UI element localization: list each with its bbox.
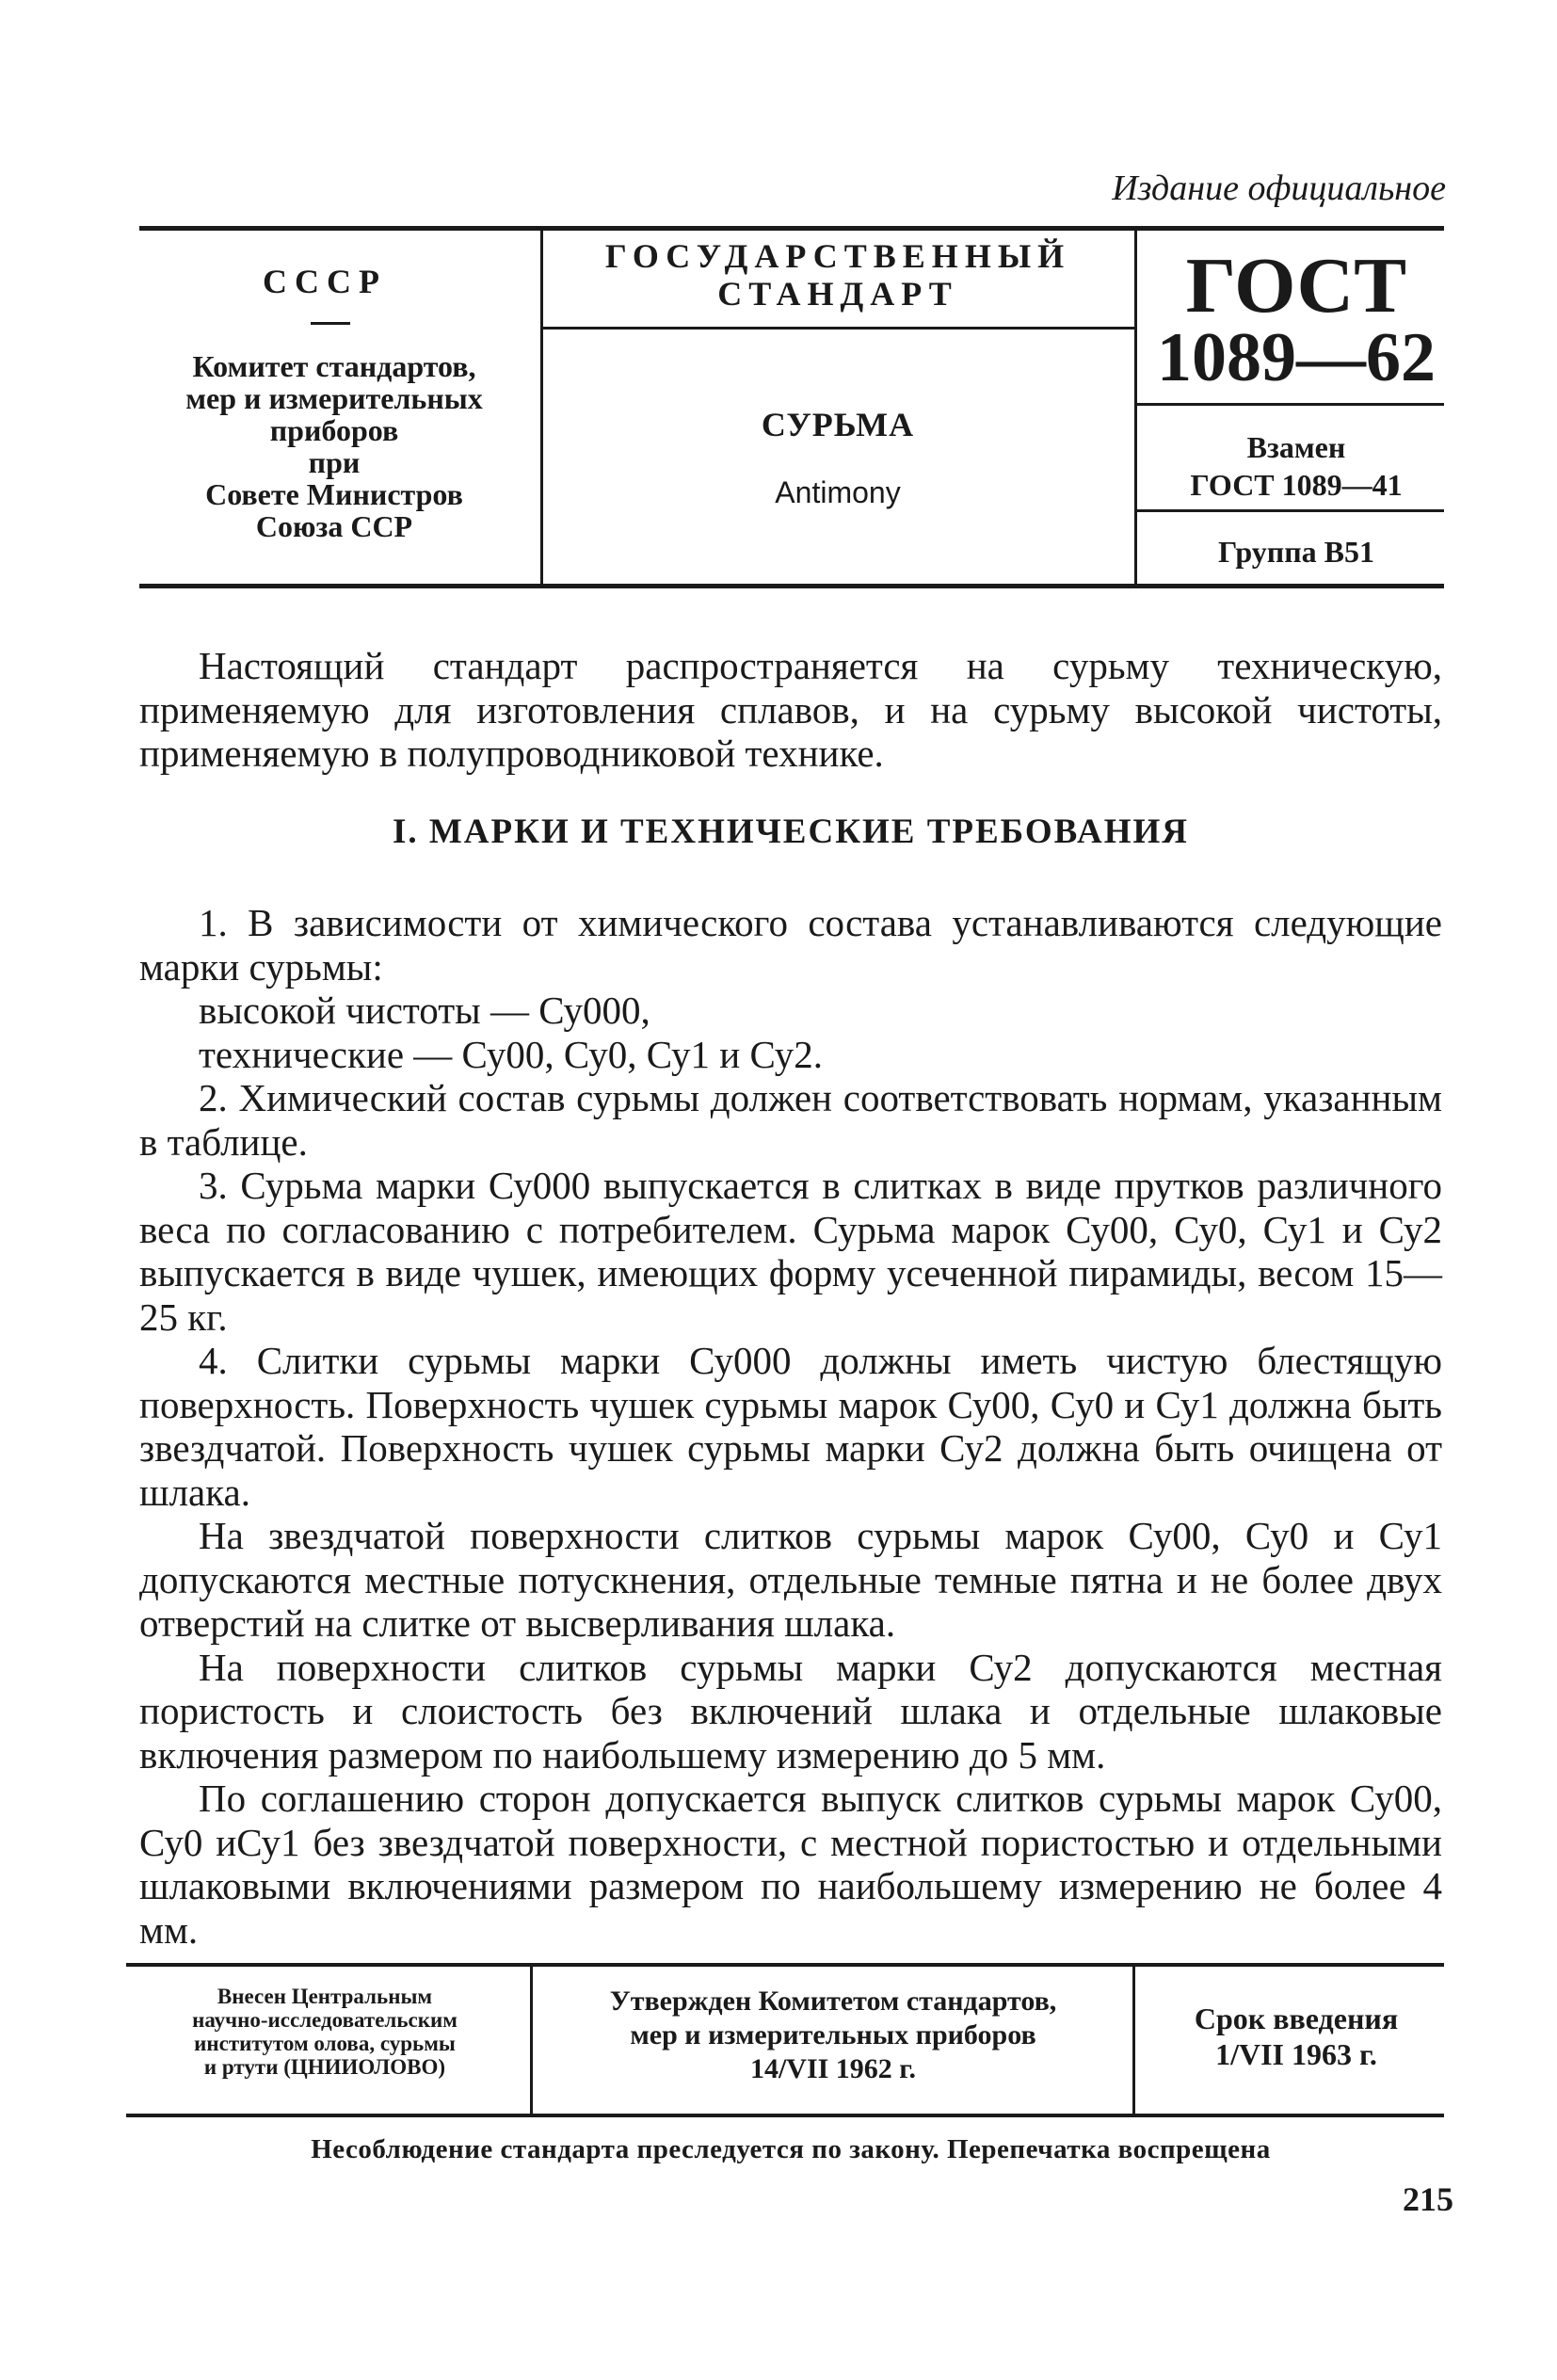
paragraph-5: На звездчатой поверхности слитков сурьмы марок Су00, Су0 и Су1 допускаются местные потускнения, отдельные темные пятна и не более двух отверстий на слитке от высверливания шлака.: [139, 1514, 1442, 1645]
gost-number: 1089—62: [1157, 319, 1436, 396]
footer-top-rule: [126, 1963, 1444, 1967]
paragraph-4: 4. Слитки сурьмы марки Су000 должны иметь чистую блестящую поверхность. Поверхность чушек сурьмы марок Су00, Су0 и Су1 должна быть звездчатой. Поверхность чушек сурьмы марки Су2 должна быть очищена от шлака.: [139, 1339, 1442, 1514]
header-right-rule-2: [1137, 509, 1444, 512]
paragraph-7: По соглашению сторон допускается выпуск слитков сурьмы марок Су00, Су0 иСу1 без звездчатой поверхности, с местной пористостью и отдельными шлаковыми включениями размером по наибольшему измерению не более 4 мм.: [139, 1777, 1442, 1952]
paragraph-3: 3. Сурьма марки Су000 выпускается в слитках в виде прутков различного веса по согласованию с потребителем. Сурьма марок Су00, Су0, Су1 и Су2 выпускается в виде чушек, имеющих форму усеченной пирамиды, весом 15—25 кг.: [139, 1164, 1442, 1339]
header-top-rule: [139, 226, 1444, 231]
legal-notice: Несоблюдение стандарта преследуется по закону. Перепечатка воспрещена: [311, 2134, 1271, 2164]
paragraph-1-grade-tech: технические — Су00, Су0, Су1 и Су2.: [199, 1032, 824, 1076]
header-right-rule-1: [1137, 403, 1444, 406]
paragraph-1-grade-high: высокой чистоты — Су000,: [199, 989, 650, 1032]
page-number: 215: [1403, 2180, 1453, 2218]
footer-bottom-rule: [126, 2114, 1444, 2117]
state-standard-heading: ГОСУДАРСТВЕННЫЙ СТАНДАРТ: [604, 237, 1071, 313]
gost-label: ГОСТ: [1185, 242, 1407, 330]
footer-divider-left: [530, 1967, 533, 2114]
paragraph-2: 2. Химический состав сурьмы должен соответствовать нормам, указанным в таблице.: [139, 1076, 1442, 1164]
main-text: [139, 901, 1442, 1952]
paragraph-1: 1. В зависимости от химического состава устанавливаются следующие марки сурьмы:: [139, 901, 1442, 989]
edition-note: Издание официальное: [1112, 169, 1446, 208]
product-title: СУРЬМА: [761, 406, 915, 443]
header-middle-rule: [543, 327, 1134, 330]
section-title: I. МАРКИ И ТЕХНИЧЕСКИЕ ТРЕБОВАНИЯ: [392, 812, 1190, 851]
country-label: СССР: [263, 263, 387, 300]
effective-date: Срок введения 1/VII 1963 г.: [1194, 2002, 1399, 2071]
header-divider-right: [1134, 231, 1137, 584]
header-divider-left: [540, 231, 543, 584]
replaces-block: Взамен ГОСТ 1089—41: [1190, 430, 1403, 502]
committee-block: Комитет стандартов, мер и измерительных приборов при Совете Министров Союза ССР: [185, 349, 483, 543]
group-code: Группа В51: [1218, 535, 1374, 569]
intro-paragraph: Настоящий стандарт распространяется на сурьму техническую, применяемую для изготовления сплавов, и на сурьму высокой чистоты, применяемую в полупроводниковой технике.: [139, 644, 1442, 775]
introduced-by: Внесен Центральным научно-исследовательским институтом олова, сурьмы и ртути (ЦНИИОЛОВО): [192, 1985, 457, 2079]
header-bottom-rule: [139, 584, 1444, 588]
paragraph-6: На поверхности слитков сурьмы марки Су2 допускаются местная пористость и слоистость без включений шлака и отдельные шлаковые включения размером по наибольшему измерению до 5 мм.: [139, 1645, 1442, 1777]
country-dash: [311, 322, 350, 325]
footer-divider-right: [1132, 1967, 1135, 2114]
product-title-en: Antimony: [775, 475, 901, 509]
approved-by: Утвержден Комитетом стандартов, мер и измерительных приборов 14/VII 1962 г.: [609, 1986, 1057, 2084]
